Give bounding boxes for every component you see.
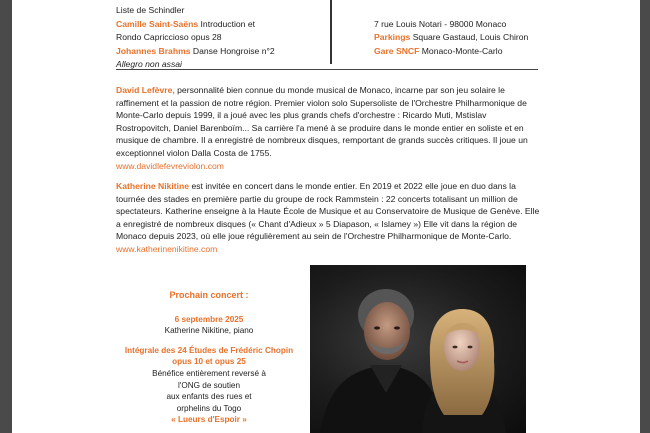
benefit-line: orphelins du Togo — [176, 403, 242, 413]
program-item: Liste de Schindler — [116, 5, 185, 15]
venue-address: 7 rue Louis Notari - 98000 Monaco — [374, 18, 507, 29]
section-divider — [116, 69, 538, 70]
column-divider — [330, 0, 332, 64]
concert-performer: Katherine Nikitine, piano — [164, 326, 254, 336]
parking-value: Square Gastaud, Louis Chiron — [410, 32, 529, 43]
station-value: Monaco-Monte-Carlo — [419, 45, 503, 56]
concert-date: 6 septembre 2025 — [174, 314, 244, 324]
station-info — [374, 45, 594, 59]
composer-name: Johannes Brahms — [116, 45, 191, 56]
station-label: Gare SNCF — [374, 45, 420, 56]
benefit-line: l'ONG de soutien — [177, 380, 241, 390]
artist-name: David Lefèvre, — [116, 85, 175, 95]
tempo-marking: Allegro non assai — [116, 59, 182, 70]
artist-name: Katherine Nikitine — [116, 181, 190, 191]
ngo-name: « Lueurs d'Espoir » — [171, 415, 247, 425]
website-link[interactable]: www.katherinenikitine.com — [116, 243, 218, 254]
bio-katherine-nikitine — [116, 180, 540, 256]
bio-text: est invitée en concert dans le monde entier. En 2019 et 2022 elle joue en duo dans la tournée des stades en première partie du groupe de rock Rammstein : 22 concerts totalisant un million de spectateurs. Katherine enseigne à la Haute École de Musique et au Conservatoire de Musique de Genève. Elle a enregistré de nombreux disques (« Chant d'Adieux » 5 Diapason, « Islamey ») Elle vit dans la région de Monaco depuis 2023, où elle joue régulièrement au sein de l'Orchestre Philharmonique de Monte-Carlo. — [116, 181, 540, 242]
composer-name: Camille Saint-Saëns — [116, 18, 199, 29]
benefit-line: Bénéfice entièrement reversé à — [152, 368, 266, 378]
benefit-line: aux enfants des rues et — [166, 392, 252, 402]
concert-program: Intégrale des 24 Études de Frédéric Chopin — [124, 345, 294, 355]
program-item: Rondo Capriccioso opus 28 — [116, 32, 222, 43]
work-title: Danse Hongroise n°2 — [190, 45, 275, 56]
bio-text: personnalité bien connue du monde musical de Monaco, incarne par son jeu solaire le raffinement et la passion de notre région. Premier violon solo Supersoliste de l'Orchestre Philharmonique de Monte-Carlo depuis 1999, il a joué avec les plus grands chefs d'orchestre : Ricardo Muti, Mstislav Rostropovitch, Daniel Barenboïm... Sa carrière l'a mené à se produire dans le monde entier en soliste et en musique de chambre. Il a enregistré de nombreux disques, remportant de grands succès critiques. Il joue un exceptionnel violon Dalla Costa de 1755. — [116, 85, 528, 158]
venue-info — [374, 4, 594, 58]
website-link[interactable]: www.davidlefevreviolon.com — [116, 160, 224, 171]
next-concert — [116, 290, 302, 426]
work-title: Introduction et — [198, 18, 256, 29]
bio-david-lefevre — [116, 84, 540, 172]
program-page — [12, 0, 640, 433]
program-item — [116, 18, 316, 32]
parking-info — [374, 31, 594, 45]
concert-program: opus 10 et opus 25 — [172, 357, 246, 367]
program-list — [116, 4, 316, 72]
program-item — [116, 45, 316, 59]
artists-photo-illustration — [310, 265, 526, 433]
next-concert-title: Prochain concert : — [169, 290, 249, 300]
artists-photo — [310, 265, 526, 433]
parking-label: Parkings — [374, 32, 411, 43]
